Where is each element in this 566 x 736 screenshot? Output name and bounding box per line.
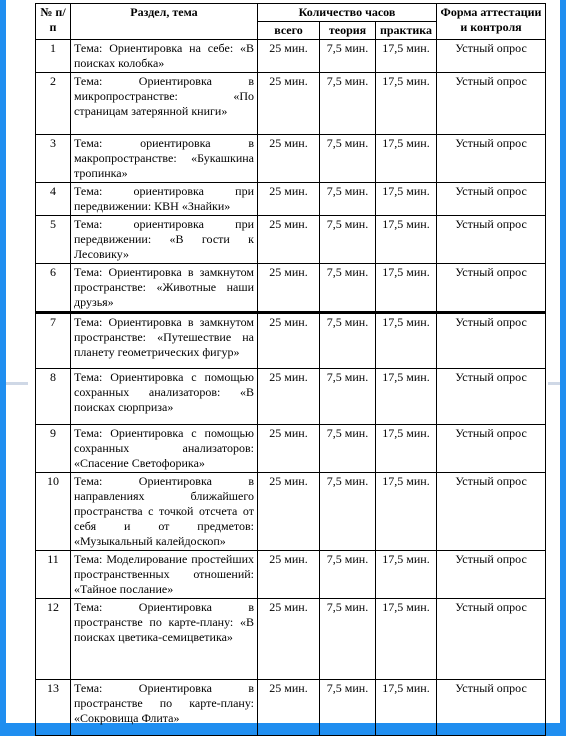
row-total: 25 мин. bbox=[258, 369, 320, 425]
table-row bbox=[36, 135, 546, 183]
row-form: Устный опрос bbox=[437, 599, 546, 680]
table-row bbox=[36, 183, 546, 216]
row-form: Устный опрос bbox=[437, 551, 546, 599]
row-practice: 17,5 мин. bbox=[376, 183, 437, 216]
row-form: Устный опрос bbox=[437, 425, 546, 473]
row-theory: 7,5 мин. bbox=[320, 551, 376, 599]
row-form: Устный опрос bbox=[437, 183, 546, 216]
table-row bbox=[36, 264, 546, 313]
row-practice: 17,5 мин. bbox=[376, 680, 437, 736]
row-theory: 7,5 мин. bbox=[320, 183, 376, 216]
row-theory: 7,5 мин. bbox=[320, 425, 376, 473]
header-form: Форма аттестации и контроля bbox=[437, 4, 546, 40]
table-row bbox=[36, 473, 546, 551]
header-hours: Количество часов bbox=[258, 4, 437, 22]
row-practice: 17,5 мин. bbox=[376, 473, 437, 551]
row-practice: 17,5 мин. bbox=[376, 369, 437, 425]
row-topic: Тема: Ориентировка в замкнутом пространстве: «Путешествие на планету геометрических фигур» bbox=[71, 313, 258, 369]
row-form: Устный опрос bbox=[437, 313, 546, 369]
row-topic: Тема: Ориентировка с помощью сохранных анализаторов: «Спасение Светофорика» bbox=[71, 425, 258, 473]
row-theory: 7,5 мин. bbox=[320, 369, 376, 425]
row-topic: Тема: Ориентировка в замкнутом пространстве: «Животные наши друзья» bbox=[71, 264, 258, 313]
header-theory: теория bbox=[320, 22, 376, 40]
row-total: 25 мин. bbox=[258, 599, 320, 680]
row-theory: 7,5 мин. bbox=[320, 473, 376, 551]
row-number: 13 bbox=[36, 680, 71, 736]
row-theory: 7,5 мин. bbox=[320, 313, 376, 369]
table-row bbox=[36, 599, 546, 680]
row-practice: 17,5 мин. bbox=[376, 264, 437, 313]
row-theory: 7,5 мин. bbox=[320, 135, 376, 183]
table-row bbox=[36, 369, 546, 425]
row-total: 25 мин. bbox=[258, 183, 320, 216]
row-form: Устный опрос bbox=[437, 680, 546, 736]
row-total: 25 мин. bbox=[258, 313, 320, 369]
row-number: 4 bbox=[36, 183, 71, 216]
row-theory: 7,5 мин. bbox=[320, 680, 376, 736]
right-margin-marker bbox=[548, 382, 560, 385]
table-row bbox=[36, 216, 546, 264]
row-form: Устный опрос bbox=[437, 135, 546, 183]
row-number: 1 bbox=[36, 40, 71, 73]
row-number: 7 bbox=[36, 313, 71, 369]
row-form: Устный опрос bbox=[437, 216, 546, 264]
row-practice: 17,5 мин. bbox=[376, 313, 437, 369]
row-topic: Тема: Ориентировка в направлениях ближайшего пространства с точкой отсчета от себя и от предметов: «Музыкальный калейдоскоп» bbox=[71, 473, 258, 551]
row-form: Устный опрос bbox=[437, 40, 546, 73]
table-row bbox=[36, 680, 546, 736]
header-practice: практика bbox=[376, 22, 437, 40]
row-topic: Тема: Ориентировка в микропространстве: «По страницам затерянной книги» bbox=[71, 73, 258, 135]
table-row bbox=[36, 425, 546, 473]
row-number: 2 bbox=[36, 73, 71, 135]
table-row bbox=[36, 551, 546, 599]
table-row bbox=[36, 40, 546, 73]
table-row bbox=[36, 73, 546, 135]
row-topic: Тема: ориентировка в макропространстве: «Букашкина тропинка» bbox=[71, 135, 258, 183]
header-num: № п/п bbox=[36, 4, 71, 40]
row-topic: Тема: Ориентировка на себе: «В поисках колобка» bbox=[71, 40, 258, 73]
row-practice: 17,5 мин. bbox=[376, 551, 437, 599]
row-form: Устный опрос bbox=[437, 264, 546, 313]
table-row bbox=[36, 313, 546, 369]
row-number: 3 bbox=[36, 135, 71, 183]
row-number: 11 bbox=[36, 551, 71, 599]
row-topic: Тема: Ориентировка с помощью сохранных анализаторов: «В поисках сюрприза» bbox=[71, 369, 258, 425]
row-number: 9 bbox=[36, 425, 71, 473]
row-topic: Тема: ориентировка при передвижении: КВН «Знайки» bbox=[71, 183, 258, 216]
row-form: Устный опрос bbox=[437, 473, 546, 551]
row-form: Устный опрос bbox=[437, 73, 546, 135]
header-section: Раздел, тема bbox=[71, 4, 258, 40]
row-total: 25 мин. bbox=[258, 680, 320, 736]
left-margin-marker bbox=[6, 382, 28, 385]
row-theory: 7,5 мин. bbox=[320, 599, 376, 680]
row-total: 25 мин. bbox=[258, 135, 320, 183]
row-theory: 7,5 мин. bbox=[320, 264, 376, 313]
row-total: 25 мин. bbox=[258, 473, 320, 551]
row-practice: 17,5 мин. bbox=[376, 216, 437, 264]
row-total: 25 мин. bbox=[258, 40, 320, 73]
row-topic: Тема: Ориентировка в пространстве по карте-плану: «В поисках цветика-семицветика» bbox=[71, 599, 258, 680]
row-form: Устный опрос bbox=[437, 369, 546, 425]
schedule-table bbox=[35, 3, 546, 736]
row-number: 10 bbox=[36, 473, 71, 551]
row-theory: 7,5 мин. bbox=[320, 40, 376, 73]
row-topic: Тема: Моделирование простейших пространственных отношений: «Тайное послание» bbox=[71, 551, 258, 599]
row-number: 12 bbox=[36, 599, 71, 680]
header-total: всего bbox=[258, 22, 320, 40]
row-practice: 17,5 мин. bbox=[376, 40, 437, 73]
row-topic: Тема: Ориентировка в пространстве по карте-плану: «Сокровища Флита» bbox=[71, 680, 258, 736]
row-total: 25 мин. bbox=[258, 551, 320, 599]
row-theory: 7,5 мин. bbox=[320, 73, 376, 135]
row-total: 25 мин. bbox=[258, 425, 320, 473]
row-practice: 17,5 мин. bbox=[376, 135, 437, 183]
row-number: 8 bbox=[36, 369, 71, 425]
row-practice: 17,5 мин. bbox=[376, 73, 437, 135]
header-row bbox=[36, 4, 546, 22]
row-total: 25 мин. bbox=[258, 216, 320, 264]
row-practice: 17,5 мин. bbox=[376, 599, 437, 680]
row-practice: 17,5 мин. bbox=[376, 425, 437, 473]
row-theory: 7,5 мин. bbox=[320, 216, 376, 264]
row-number: 6 bbox=[36, 264, 71, 313]
row-total: 25 мин. bbox=[258, 264, 320, 313]
row-topic: Тема: ориентировка при передвижении: «В гости к Лесовику» bbox=[71, 216, 258, 264]
row-total: 25 мин. bbox=[258, 73, 320, 135]
row-number: 5 bbox=[36, 216, 71, 264]
